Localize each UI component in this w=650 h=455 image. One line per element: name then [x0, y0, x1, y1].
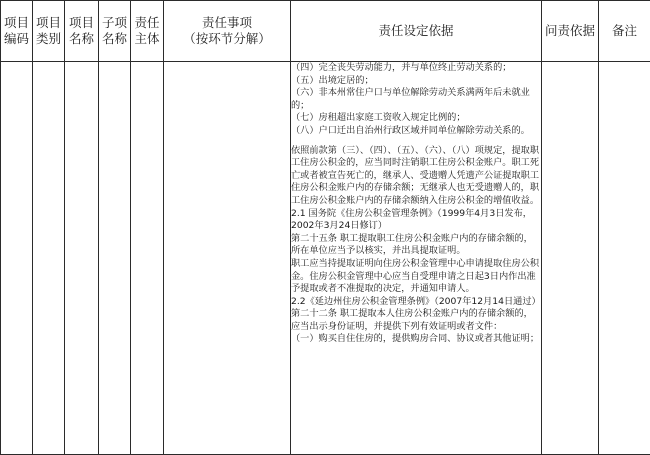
- cell-item-type: [33, 62, 65, 455]
- basis-paragraph: （六）非本州常住户口与单位解除劳动关系满两年后未就业的；: [291, 87, 541, 112]
- basis-paragraph: 依照前款第（三）、（四）、（五）、（六）、（八）项规定，提取职工住房公积金的，应当同时注销职工住房公积金账户。职工死亡或者被宣告死亡的，继承人、受遗赠人凭遗产公证提取职工住房公积金账户内的存储余额；无继承人也无受遗赠人的，职工住房公积金账户内的存储余额纳入住房公积金的增值收益。: [291, 145, 541, 208]
- cell-responsibility-basis: [291, 62, 542, 455]
- basis-paragraph: （八）户口迁出自治州行政区域并同单位解除劳动关系的。: [291, 125, 541, 138]
- header-item-code: 项目 编码: [1, 1, 33, 62]
- basis-paragraph: （七）房租超出家庭工资收入规定比例的；: [291, 112, 541, 125]
- basis-paragraph: 2.2《延边州住房公积金管理条例》（2007年12月14日通过）: [291, 296, 541, 309]
- basis-paragraph: 第二十五条 职工提取职工住房公积金账户内的存储余额的，所在单位应当予以核实，并出具提取证明。: [291, 233, 541, 258]
- cell-remarks: [599, 62, 650, 455]
- cell-item-name: [65, 62, 99, 455]
- cell-item-code: [1, 62, 33, 455]
- header-row: [1, 1, 650, 62]
- header-item-type: 项目 类别: [33, 1, 65, 62]
- basis-paragraph-spacer: [291, 138, 541, 145]
- basis-paragraph: 第二十二条 职工提取本人住房公积金账户内的存储余额的，应当出示身份证明，并提供下列有效证明或者文件：: [291, 308, 541, 333]
- table-row: [1, 62, 650, 455]
- header-item-name: 项目 名称: [65, 1, 99, 62]
- header-sub-item-name: 子项 名称: [99, 1, 131, 62]
- header-responsibility-basis: 责任设定依据: [291, 1, 542, 62]
- header-remarks: 备注: [599, 1, 650, 62]
- header-responsibility-items: 责任事项 （按环节分解）: [164, 1, 291, 62]
- basis-paragraph: （四）完全丧失劳动能力，并与单位终止劳动关系的；: [291, 62, 541, 75]
- basis-paragraph: （一）购买自住住房的，提供购房合同、协议或者其他证明；: [291, 333, 541, 346]
- cell-responsibility-items: [164, 62, 291, 455]
- cell-sub-item-name: [99, 62, 131, 455]
- cell-responsible-subject: [131, 62, 164, 455]
- basis-paragraph: 职工应当持提取证明向住房公积金管理中心申请提取住房公积金。住房公积金管理中心应当自受理申请之日起3日内作出准予提取或者不准提取的决定，并通知申请人。: [291, 258, 541, 296]
- basis-paragraph: 2.1 国务院《住房公积金管理条例》（1999年4月3日发布，2002年3月24日修订）: [291, 208, 541, 233]
- header-responsible-subject: 责任 主体: [131, 1, 164, 62]
- cell-accountability-basis: [542, 62, 599, 455]
- header-accountability-basis: 问责依据: [542, 1, 599, 62]
- basis-paragraph: （五）出境定居的；: [291, 75, 541, 88]
